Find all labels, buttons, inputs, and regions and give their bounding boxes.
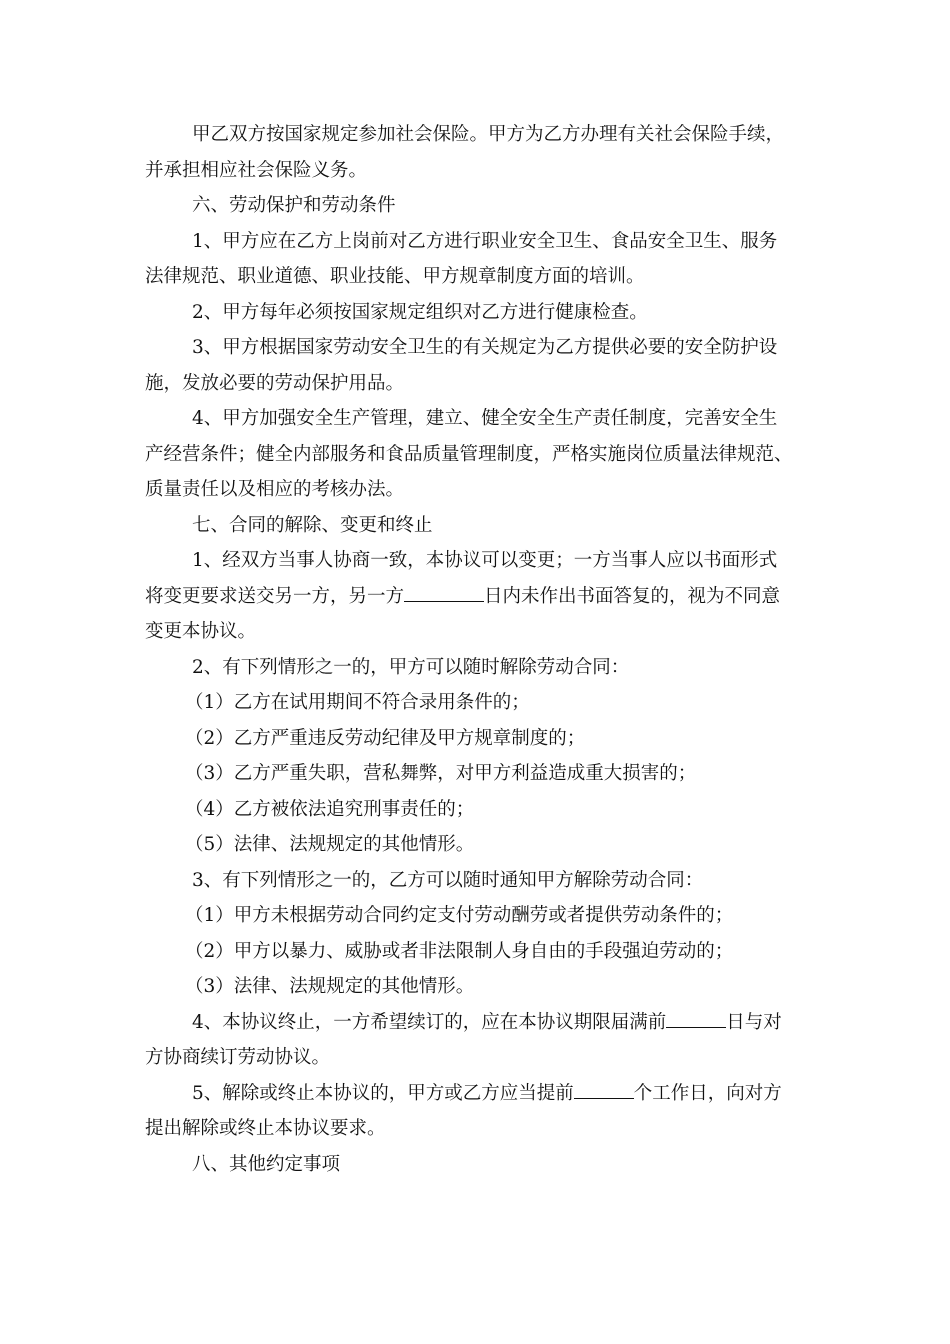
clause-6-3-line-1: 3、甲方根据国家劳动安全卫生的有关规定为乙方提供必要的安全防护设 bbox=[192, 337, 778, 358]
fill-in-blank-renewal-days[interactable] bbox=[666, 1007, 726, 1028]
clause-7-1-line-2-before-blank: 将变更要求送交另一方，另一方 bbox=[145, 585, 405, 607]
clause-7-2-item-5: （5）法律、法规规定的其他情形。 bbox=[185, 834, 475, 855]
clause-7-1-line-2-after-blank: 日内未作出书面答复的，视为不同意 bbox=[484, 585, 781, 607]
paragraph-social-insurance-line-2: 并承担相应社会保险义务。 bbox=[145, 159, 368, 181]
clause-7-3-item-3: （3）法律、法规规定的其他情形。 bbox=[185, 976, 475, 997]
clause-7-2-item-2: （2）乙方严重违反劳动纪律及甲方规章制度的； bbox=[185, 727, 586, 749]
clause-7-5-line-1-before-blank: 5、解除或终止本协议的，甲方或乙方应当提前 bbox=[192, 1082, 574, 1104]
clause-7-2-item-1: （1）乙方在试用期间不符合录用条件的； bbox=[185, 692, 530, 713]
clause-7-4-line-1 bbox=[145, 1005, 805, 1041]
clause-7-1-line-3: 变更本协议。 bbox=[145, 621, 257, 642]
clause-7-2-item-3: （3）乙方严重失职，营私舞弊，对甲方利益造成重大损害的； bbox=[185, 763, 697, 784]
clause-6-1-line-1: 1、甲方应在乙方上岗前对乙方进行职业安全卫生、食品安全卫生、服务 bbox=[192, 230, 778, 252]
fill-in-blank-days[interactable] bbox=[404, 581, 484, 602]
clause-7-3-item-1: （1）甲方未根据劳动合同约定支付劳动酬劳或者提供劳动条件的； bbox=[185, 905, 734, 926]
document-body bbox=[145, 117, 805, 1182]
clause-7-5-line-1-after-blank: 个工作日，向对方 bbox=[633, 1082, 782, 1104]
clause-7-1-line-2 bbox=[145, 579, 805, 615]
clause-7-4-line-2: 方协商续订劳动协议。 bbox=[145, 1047, 331, 1068]
clause-7-3: 3、有下列情形之一的，乙方可以随时通知甲方解除劳动合同： bbox=[192, 869, 704, 891]
clause-7-1-line-1: 1、经双方当事人协商一致，本协议可以变更；一方当事人应以书面形式 bbox=[192, 550, 778, 571]
clause-7-5-line-2: 提出解除或终止本协议要求。 bbox=[145, 1118, 386, 1139]
clause-7-2-item-4: （4）乙方被依法追究刑事责任的； bbox=[185, 798, 475, 820]
clause-7-4-line-1-before-blank: 4、本协议终止，一方希望续订的，应在本协议期限届满前 bbox=[192, 1011, 667, 1033]
section-heading-7: 七、合同的解除、变更和终止 bbox=[192, 514, 433, 536]
clause-6-2: 2、甲方每年必须按国家规定组织对乙方进行健康检查。 bbox=[192, 301, 648, 323]
clause-6-1-line-2: 法律规范、职业道德、职业技能、甲方规章制度方面的培训。 bbox=[145, 266, 645, 287]
section-heading-8: 八、其他约定事项 bbox=[192, 1153, 341, 1175]
section-heading-6: 六、劳动保护和劳动条件 bbox=[192, 195, 396, 216]
fill-in-blank-working-days[interactable] bbox=[574, 1078, 634, 1099]
clause-7-5-line-1 bbox=[145, 1076, 805, 1112]
clause-6-3-line-2: 施，发放必要的劳动保护用品。 bbox=[145, 372, 405, 394]
paragraph-social-insurance-line-1: 甲乙双方按国家规定参加社会保险。甲方为乙方办理有关社会保险手续， bbox=[192, 124, 785, 145]
clause-7-4-line-1-after-blank: 日与对 bbox=[726, 1011, 782, 1033]
clause-7-3-item-2: （2）甲方以暴力、威胁或者非法限制人身自由的手段强迫劳动的； bbox=[185, 940, 734, 962]
clause-6-4-line-2: 产经营条件；健全内部服务和食品质量管理制度，严格实施岗位质量法律规范、 bbox=[145, 443, 793, 465]
clause-6-4-line-3: 质量责任以及相应的考核办法。 bbox=[145, 479, 405, 500]
clause-6-4-line-1: 4、甲方加强安全生产管理，建立、健全安全生产责任制度，完善安全生 bbox=[192, 408, 778, 429]
clause-7-2: 2、有下列情形之一的，甲方可以随时解除劳动合同： bbox=[192, 656, 630, 678]
